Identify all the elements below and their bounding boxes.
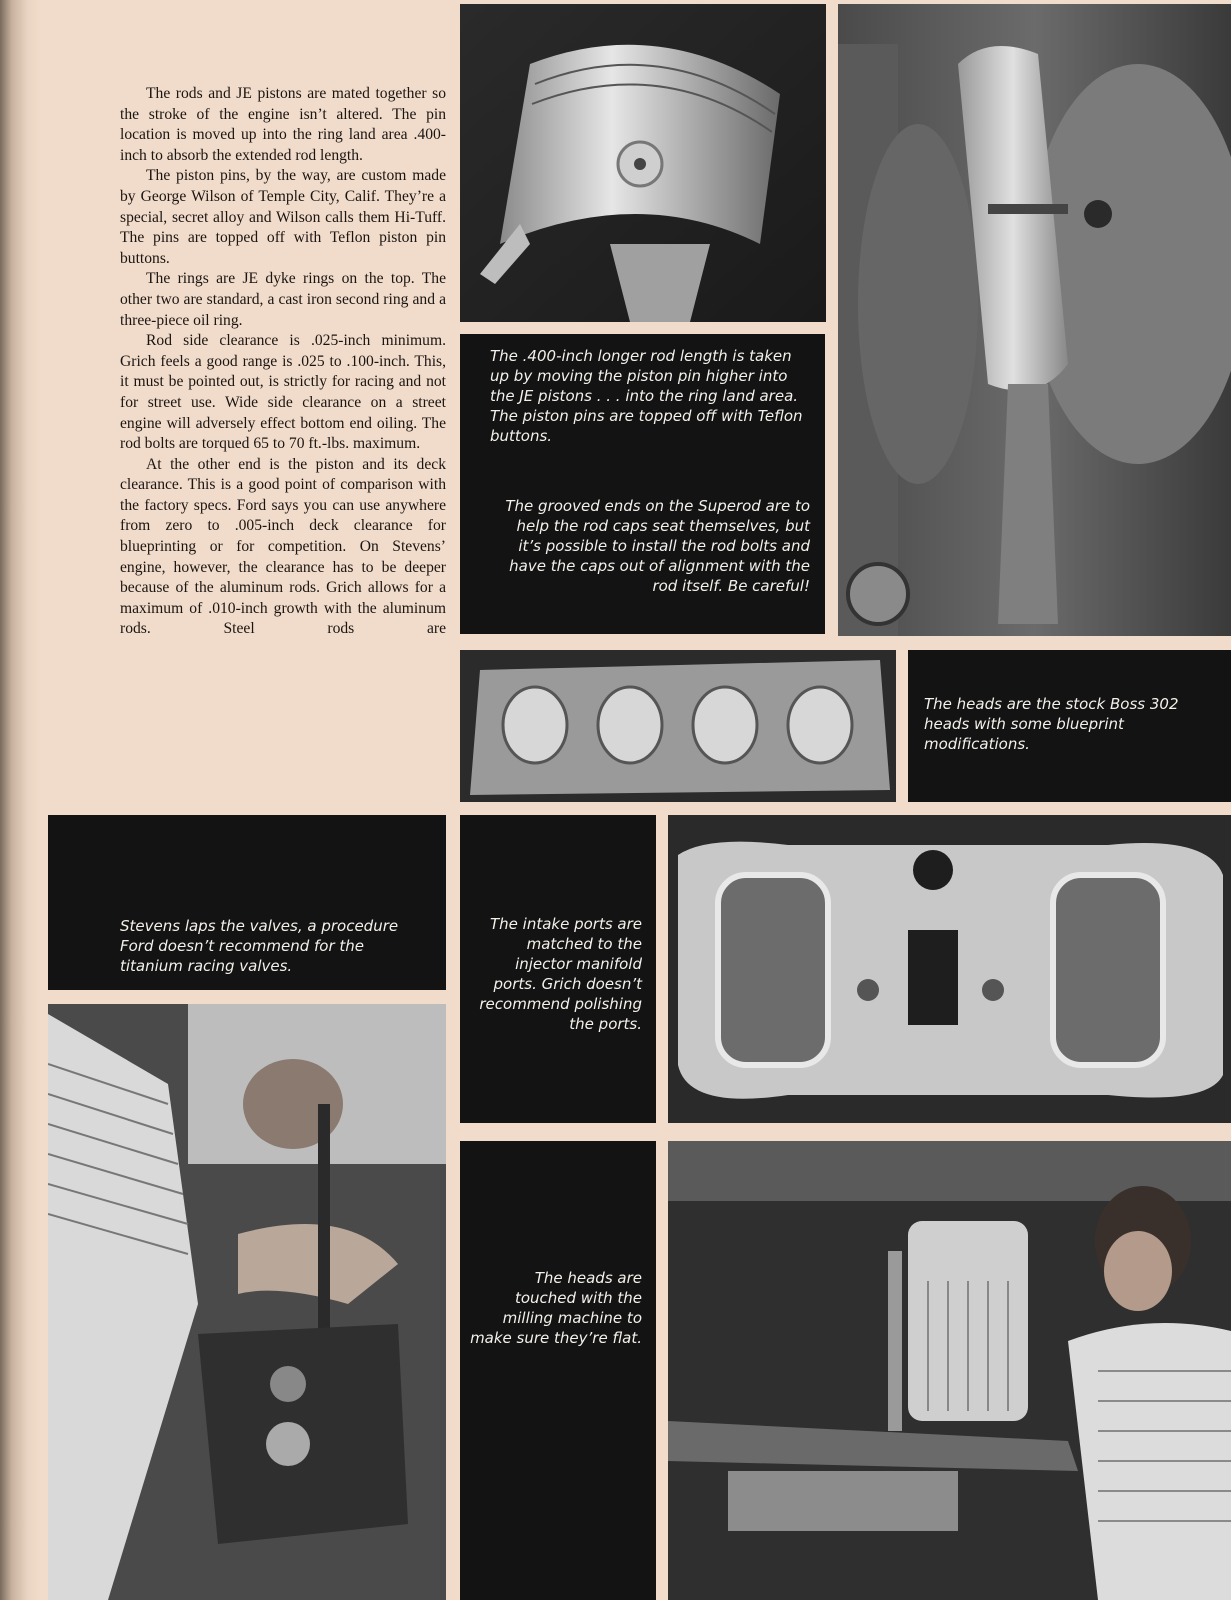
caption-grooved-ends: The grooved ends on the Superod are to help the rod caps seat themselves, but it’s possible to install the rod bolts and have the caps out of alignment with the rod itself. Be careful! bbox=[505, 497, 810, 595]
caption-heads-stock: The heads are the stock Boss 302 heads with some blueprint modifications. bbox=[924, 695, 1179, 753]
stevens-lapping-valves-photo bbox=[48, 1004, 446, 1600]
caption-lap-valves: Stevens laps the valves, a procedure Ford doesn’t recommend for the titanium racing valves. bbox=[120, 917, 399, 975]
article-paragraph: The piston pins, by the way, are custom made by George Wilson of Temple City, Calif. They’re a special, secret alloy and Wilson calls them Hi-Tuff. The pins are topped off with Teflon piston pin buttons. bbox=[120, 167, 446, 267]
caption-intake-ports: The intake ports are matched to the injector manifold ports. Grich doesn’t recommend polishing the ports. bbox=[479, 915, 642, 1033]
milling-machine-photo bbox=[668, 1141, 1231, 1600]
caption-rod-length: The .400-inch longer rod length is taken up by moving the piston pin higher into the JE pistons . . . into the ring land area. The piston pins are topped off with Teflon buttons. bbox=[490, 347, 803, 445]
caption-panel-milling bbox=[460, 1141, 656, 1600]
page-binding-edge bbox=[0, 0, 40, 1600]
intake-ports-photo bbox=[668, 815, 1231, 1123]
article-paragraph: At the other end is the piston and its deck clearance. This is a good point of comparison with the factory specs. Ford says you can use anywhere from zero to .005-inch deck clearance for blueprinting or for competition. On Stevens’ engine, however, the clearance has to be deeper because of the aluminum rods. Grich allows for a maximum of .010-inch growth with the aluminum rods. Steel rods are bbox=[120, 455, 446, 638]
cylinder-head-photo bbox=[460, 650, 896, 802]
article-paragraph: The rods and JE pistons are mated together so the stroke of the engine isn’t altered. The pin location is moved up into the ring land area .400-inch to absorb the extended rod length. bbox=[120, 85, 446, 164]
caption-milling: The heads are touched with the milling machine to make sure they’re flat. bbox=[470, 1269, 642, 1347]
article-body bbox=[120, 84, 446, 640]
article-paragraph: Rod side clearance is .025-inch minimum. Grich feels a good range is .025 to .100-inch. This, it must be pointed out, is strictly for racing and not for street use. Wide side clearance on a street engine will adversely effect bottom end oiling. The rod bolts are torqued 65 to 70 ft.-lbs. maximum. bbox=[120, 332, 446, 453]
crankshaft-rod-photo bbox=[838, 4, 1231, 636]
article-paragraph: The rings are JE dyke rings on the top. The other two are standard, a cast iron second ring and a three-piece oil ring. bbox=[120, 270, 446, 329]
piston-photo bbox=[460, 4, 826, 322]
